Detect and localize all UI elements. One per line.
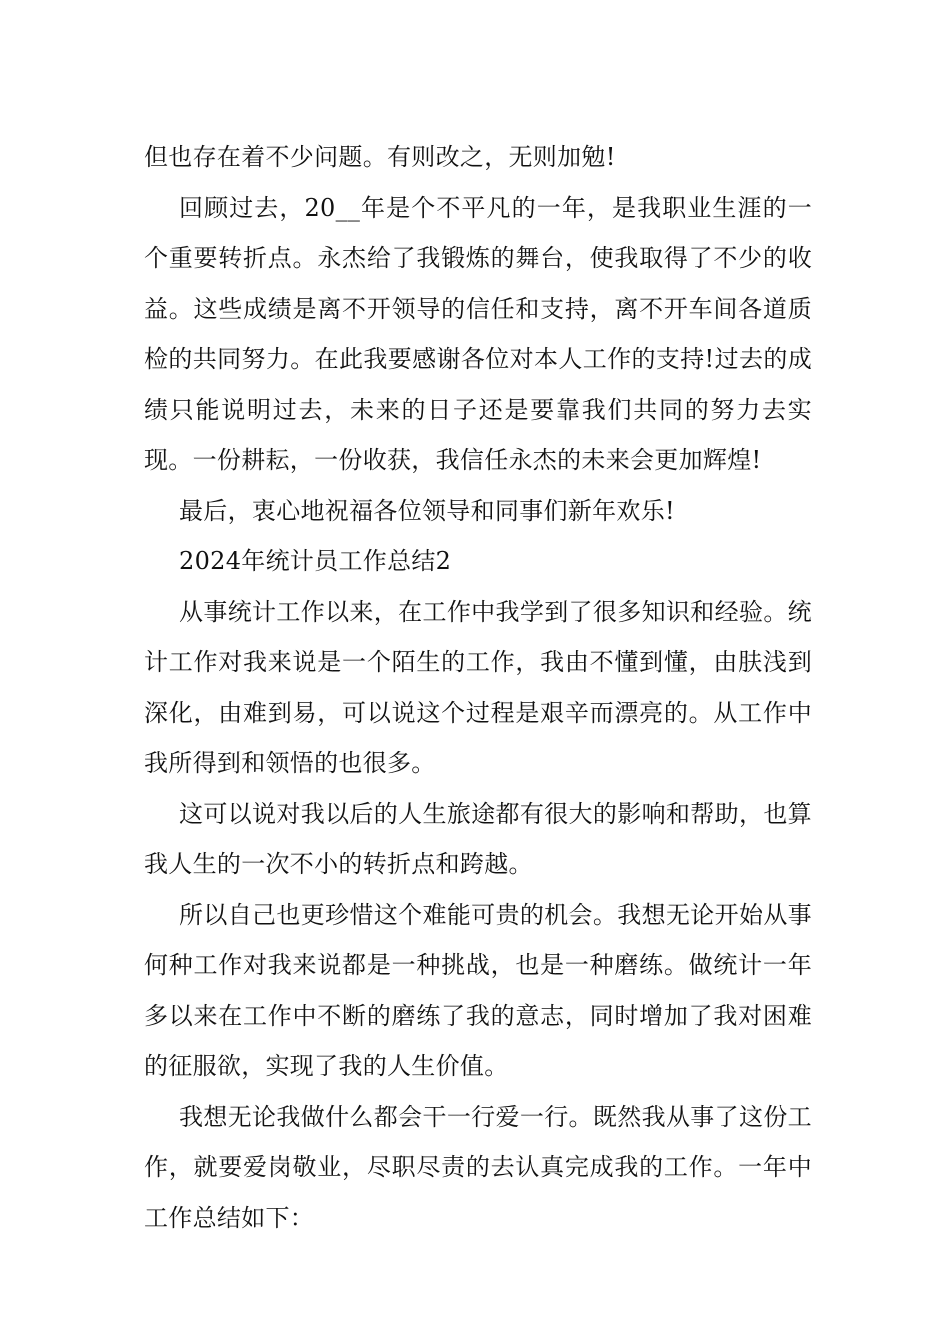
paragraph-wishes: 最后，衷心地祝福各位领导和同事们新年欢乐! <box>179 496 675 525</box>
paragraph-summary-intro: 我想无论我做什么都会干一行爱一行。既然我从事了这份工作，就要爱岗敬业，尽职尽责的去认真完成我的工作。一年中工作总结如下： <box>144 1102 812 1232</box>
paragraph-impact: 这可以说对我以后的人生旅途都有很大的影响和帮助，也算我人生的一次不小的转折点和跨越。 <box>144 799 812 878</box>
paragraph-opportunity: 所以自己也更珍惜这个难能可贵的机会。我想无论开始从事何种工作对我来说都是一种挑战，也是一种磨练。做统计一年多以来在工作中不断的磨练了我的意志，同时增加了我对困难的征服欲，实现了我的人生价值。 <box>144 900 812 1080</box>
section-title: 2024年统计员工作总结2 <box>179 547 452 575</box>
paragraph-continuation: 但也存在着不少问题。有则改之，无则加勉! <box>144 143 616 171</box>
paragraph-review: 回顾过去，20__年是个不平凡的一年，是我职业生涯的一个重要转折点。永杰给了我锻炼的舞台，使我取得了不少的收益。这些成绩是离不开领导的信任和支持，离不开车间各道质检的共同努力。在此我要感谢各位对本人工作的支持!过去的成绩只能说明过去，未来的日子还是要靠我们共同的努力去实现。一份耕耘，一份收获，我信任永杰的未来会更加辉煌! <box>144 193 812 474</box>
paragraph-experience: 从事统计工作以来，在工作中我学到了很多知识和经验。统计工作对我来说是一个陌生的工作，我由不懂到懂，由肤浅到深化，由难到易，可以说这个过程是艰辛而漂亮的。从工作中我所得到和领悟的也很多。 <box>144 597 812 777</box>
